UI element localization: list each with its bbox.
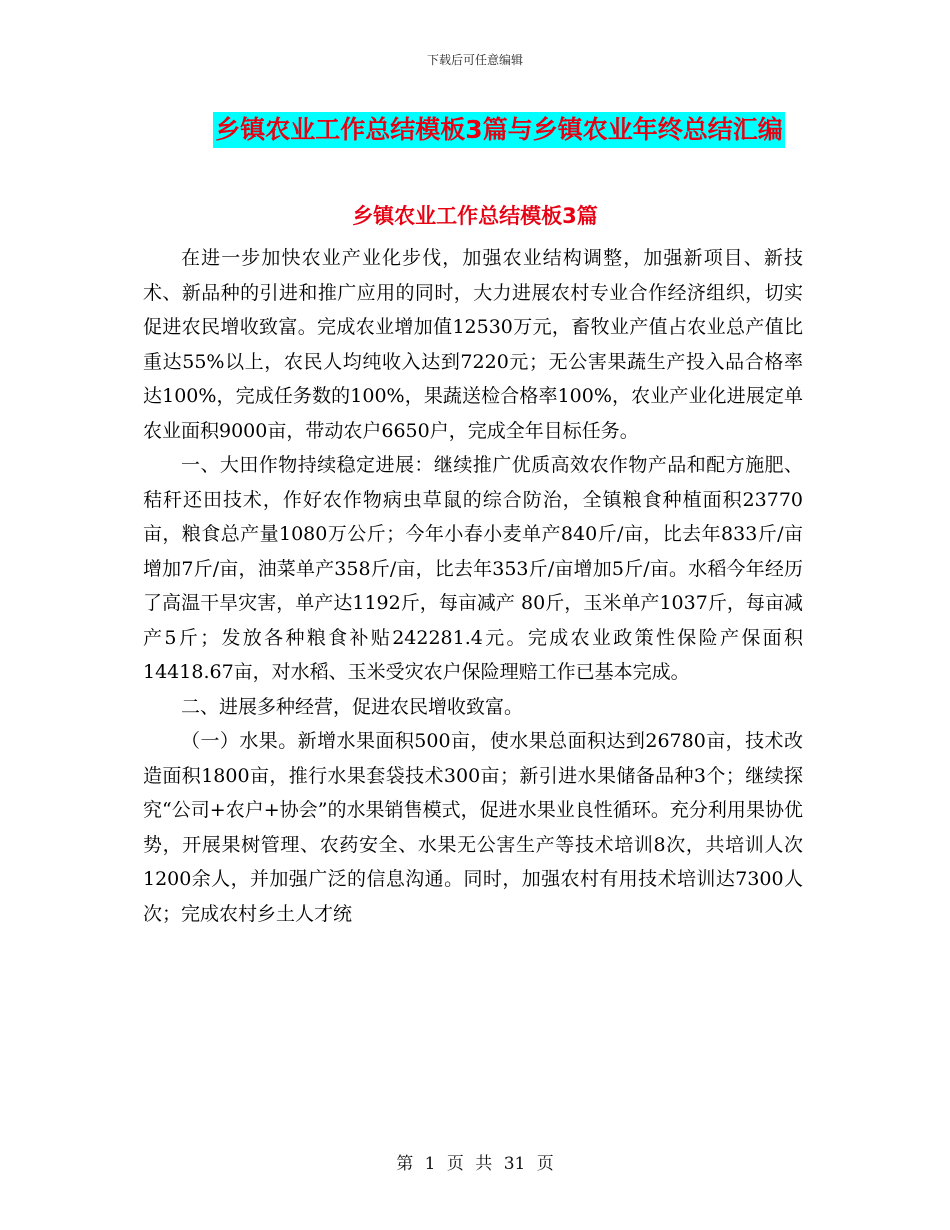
document-subtitle: 乡镇农业工作总结模板3篇 [352, 204, 598, 228]
page-header-note: 下载后可任意编辑 [426, 53, 523, 67]
title-container [0, 112, 950, 148]
page-number: 第 1 页 共 31 页 [396, 1154, 554, 1174]
paragraph-intro: 在进一步加快农业产业化步伐，加强农业结构调整，加强新项目、新技术、新品种的引进和推广应用的同时，大力进展农村专业合作经济组织，切实促进农民增收致富。完成农业增加值12530万元，畜牧业产值占农业总产值比重达55%以上，农民人均纯收入达到7220元；无公害果蔬生产投入品合格率达100%，完成任务数的100%，果蔬送检合格率100%，农业产业化进展定单农业面积9000亩，带动农户6650户，完成全年目标任务。 [143, 247, 803, 442]
document-title: 乡镇农业工作总结模板3篇与乡镇农业年终总结汇编 [213, 112, 784, 148]
paragraph-section-2-heading: 二、进展多种经营，促进农民增收致富。 [181, 695, 524, 718]
paragraph-section-1: 一、大田作物持续稳定进展：继续推广优质高效农作物产品和配方施肥、秸秆还田技术，作好农作物病虫草鼠的综合防治，全镇粮食种植面积23770亩，粮食总产量1080万公斤；今年小春小麦单产840斤/亩，比去年833斤/亩增加7斤/亩，油菜单产358斤/亩，比去年353斤/亩增加5斤/亩。水稻今年经历了高温干旱灾害，单产达1192斤，每亩减产 80斤，玉米单产1037斤，每亩减产5斤；发放各种粮食补贴242281.4元。完成农业政策性保险产保面积14418.67亩，对水稻、玉米受灾农户保险理赔工作已基本完成。 [143, 454, 803, 683]
document-body [143, 241, 803, 931]
paragraph-fruit: （一）水果。新增水果面积500亩，使水果总面积达到26780亩，技术改造面积1800亩，推行水果套袋技术300亩；新引进水果储备品种3个；继续探究“公司+农户+协会”的水果销售模式，促进水果业良性循环。充分利用果协优势，开展果树管理、农药安全、水果无公害生产等技术培训8次，共培训人次1200余人，并加强广泛的信息沟通。同时，加强农村有用技术培训达7300人次；完成农村乡土人才统 [143, 730, 803, 925]
